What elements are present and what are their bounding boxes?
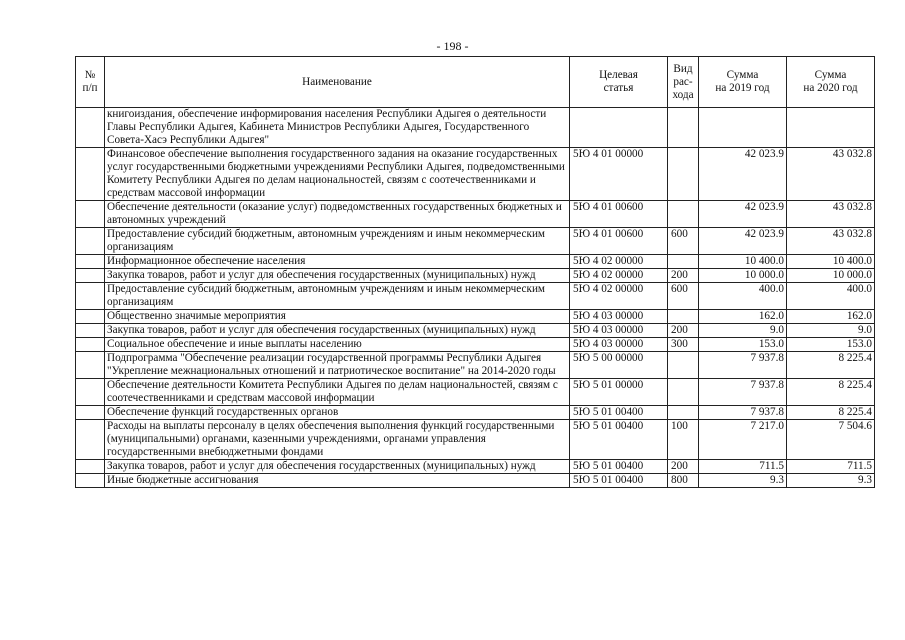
row-sum-2019-cell: 162.0: [699, 310, 787, 324]
table-row: [76, 406, 875, 420]
row-vid-cell: [668, 108, 699, 148]
row-sum-2019-cell: 7 937.8: [699, 406, 787, 420]
header-num: № п/п: [76, 57, 105, 108]
row-num-cell: [76, 420, 105, 460]
row-code-cell: 5Ю 4 01 00600: [570, 228, 668, 255]
row-code-cell: 5Ю 5 00 00000: [570, 352, 668, 379]
row-sum-2020-cell: [787, 108, 875, 148]
table-body: [76, 108, 875, 488]
row-vid-cell: [668, 310, 699, 324]
row-sum-2020-cell: 8 225.4: [787, 406, 875, 420]
row-sum-2019-cell: 9.3: [699, 474, 787, 488]
page-number: - 198 -: [436, 39, 469, 53]
row-vid-cell: 600: [668, 283, 699, 310]
row-name-cell: Обеспечение функций государственных органов: [105, 406, 570, 420]
row-sum-2019-cell: 711.5: [699, 460, 787, 474]
row-sum-2020-cell: 10 400.0: [787, 255, 875, 269]
row-code-cell: 5Ю 5 01 00400: [570, 474, 668, 488]
row-name-cell: Обеспечение деятельности (оказание услуг) подведомственных государственных бюджетных и автономных учреждений: [105, 201, 570, 228]
header-sum-2020: Сумма на 2020 год: [787, 57, 875, 108]
row-vid-cell: [668, 406, 699, 420]
budget-table: [75, 56, 875, 488]
row-name-cell: Иные бюджетные ассигнования: [105, 474, 570, 488]
row-num-cell: [76, 406, 105, 420]
row-sum-2019-cell: 400.0: [699, 283, 787, 310]
row-num-cell: [76, 338, 105, 352]
table-row: [76, 201, 875, 228]
header-vid: Вид рас- хода: [668, 57, 699, 108]
table-row: [76, 228, 875, 255]
row-vid-cell: 800: [668, 474, 699, 488]
header-sum-2019: Сумма на 2019 год: [699, 57, 787, 108]
row-vid-cell: 200: [668, 460, 699, 474]
table-row: [76, 379, 875, 406]
row-name-cell: Общественно значимые мероприятия: [105, 310, 570, 324]
row-sum-2019-cell: 9.0: [699, 324, 787, 338]
row-vid-cell: [668, 255, 699, 269]
row-vid-cell: 200: [668, 269, 699, 283]
row-sum-2019-cell: 10 400.0: [699, 255, 787, 269]
row-num-cell: [76, 460, 105, 474]
row-num-cell: [76, 201, 105, 228]
row-name-cell: Подпрограмма "Обеспечение реализации государственной программы Республики Адыгея "Укрепление межнациональных отношений и патриотическое воспитание" на 2014-2020 годы: [105, 352, 570, 379]
row-num-cell: [76, 148, 105, 201]
row-sum-2020-cell: 43 032.8: [787, 228, 875, 255]
row-sum-2019-cell: 7 937.8: [699, 379, 787, 406]
row-code-cell: 5Ю 4 03 00000: [570, 324, 668, 338]
row-num-cell: [76, 379, 105, 406]
row-name-cell: Расходы на выплаты персоналу в целях обеспечения выполнения функций государственными (муниципальными) органами, казенными учреждениями, органами управления государственными внебюджетными фондами: [105, 420, 570, 460]
row-num-cell: [76, 228, 105, 255]
row-vid-cell: 300: [668, 338, 699, 352]
row-vid-cell: 100: [668, 420, 699, 460]
row-sum-2020-cell: 9.0: [787, 324, 875, 338]
row-vid-cell: 600: [668, 228, 699, 255]
row-name-cell: Закупка товаров, работ и услуг для обеспечения государственных (муниципальных) нужд: [105, 324, 570, 338]
table-row: [76, 474, 875, 488]
row-code-cell: 5Ю 5 01 00400: [570, 406, 668, 420]
row-name-cell: Обеспечение деятельности Комитета Республики Адыгея по делам национальностей, связям с соотечественниками и средствам массовой информации: [105, 379, 570, 406]
row-sum-2019-cell: 42 023.9: [699, 148, 787, 201]
row-name-cell: Финансовое обеспечение выполнения государственного задания на оказание государственных услуг государственными бюджетными учреждениями Республики Адыгея, подведомственными Комитету Республики Адыгея по делам национальностей, связям с соотечественниками и средствам массовой информации: [105, 148, 570, 201]
row-code-cell: 5Ю 5 01 00000: [570, 379, 668, 406]
table-row: [76, 352, 875, 379]
row-sum-2019-cell: 42 023.9: [699, 228, 787, 255]
row-name-cell: Предоставление субсидий бюджетным, автономным учреждениям и иным некоммерческим организациям: [105, 228, 570, 255]
table-header-row: [76, 57, 875, 108]
row-code-cell: 5Ю 4 01 00000: [570, 148, 668, 201]
row-sum-2019-cell: 7 937.8: [699, 352, 787, 379]
row-sum-2019-cell: [699, 108, 787, 148]
table-row: [76, 108, 875, 148]
row-sum-2020-cell: 711.5: [787, 460, 875, 474]
row-vid-cell: [668, 148, 699, 201]
row-num-cell: [76, 352, 105, 379]
row-code-cell: 5Ю 4 02 00000: [570, 255, 668, 269]
row-code-cell: 5Ю 5 01 00400: [570, 460, 668, 474]
row-name-cell: Информационное обеспечение населения: [105, 255, 570, 269]
row-code-cell: 5Ю 4 01 00600: [570, 201, 668, 228]
row-num-cell: [76, 255, 105, 269]
row-vid-cell: [668, 379, 699, 406]
table-row: [76, 148, 875, 201]
row-vid-cell: [668, 352, 699, 379]
row-name-cell: Закупка товаров, работ и услуг для обеспечения государственных (муниципальных) нужд: [105, 269, 570, 283]
row-num-cell: [76, 474, 105, 488]
table-row: [76, 460, 875, 474]
table-row: [76, 255, 875, 269]
table-row: [76, 338, 875, 352]
row-sum-2020-cell: 8 225.4: [787, 352, 875, 379]
row-name-cell: Закупка товаров, работ и услуг для обеспечения государственных (муниципальных) нужд: [105, 460, 570, 474]
row-code-cell: 5Ю 4 02 00000: [570, 269, 668, 283]
header-code: Целевая статья: [570, 57, 668, 108]
table-row: [76, 283, 875, 310]
row-num-cell: [76, 310, 105, 324]
row-sum-2020-cell: 10 000.0: [787, 269, 875, 283]
row-num-cell: [76, 108, 105, 148]
header-name: Наименование: [105, 57, 570, 108]
row-sum-2019-cell: 42 023.9: [699, 201, 787, 228]
row-vid-cell: [668, 201, 699, 228]
row-vid-cell: 200: [668, 324, 699, 338]
row-sum-2020-cell: 7 504.6: [787, 420, 875, 460]
row-sum-2019-cell: 153.0: [699, 338, 787, 352]
row-name-cell: Предоставление субсидий бюджетным, автономным учреждениям и иным некоммерческим организациям: [105, 283, 570, 310]
table-row: [76, 310, 875, 324]
row-sum-2020-cell: 162.0: [787, 310, 875, 324]
row-sum-2020-cell: 43 032.8: [787, 201, 875, 228]
row-sum-2019-cell: 10 000.0: [699, 269, 787, 283]
row-code-cell: 5Ю 4 03 00000: [570, 310, 668, 324]
row-sum-2020-cell: 43 032.8: [787, 148, 875, 201]
row-sum-2020-cell: 153.0: [787, 338, 875, 352]
row-code-cell: 5Ю 4 02 00000: [570, 283, 668, 310]
row-num-cell: [76, 324, 105, 338]
row-num-cell: [76, 283, 105, 310]
row-code-cell: 5Ю 5 01 00400: [570, 420, 668, 460]
row-sum-2020-cell: 9.3: [787, 474, 875, 488]
row-num-cell: [76, 269, 105, 283]
table-row: [76, 269, 875, 283]
row-sum-2019-cell: 7 217.0: [699, 420, 787, 460]
row-name-cell: Социальное обеспечение и иные выплаты населению: [105, 338, 570, 352]
row-name-cell: книгоиздания, обеспечение информирования населения Республики Адыгея о деятельности Главы Республики Адыгея, Кабинета Министров Республики Адыгея, Государственного Совета-Хасэ Республики Адыгея": [105, 108, 570, 148]
row-code-cell: 5Ю 4 03 00000: [570, 338, 668, 352]
table-row: [76, 420, 875, 460]
row-sum-2020-cell: 400.0: [787, 283, 875, 310]
table-row: [76, 324, 875, 338]
row-code-cell: [570, 108, 668, 148]
row-sum-2020-cell: 8 225.4: [787, 379, 875, 406]
